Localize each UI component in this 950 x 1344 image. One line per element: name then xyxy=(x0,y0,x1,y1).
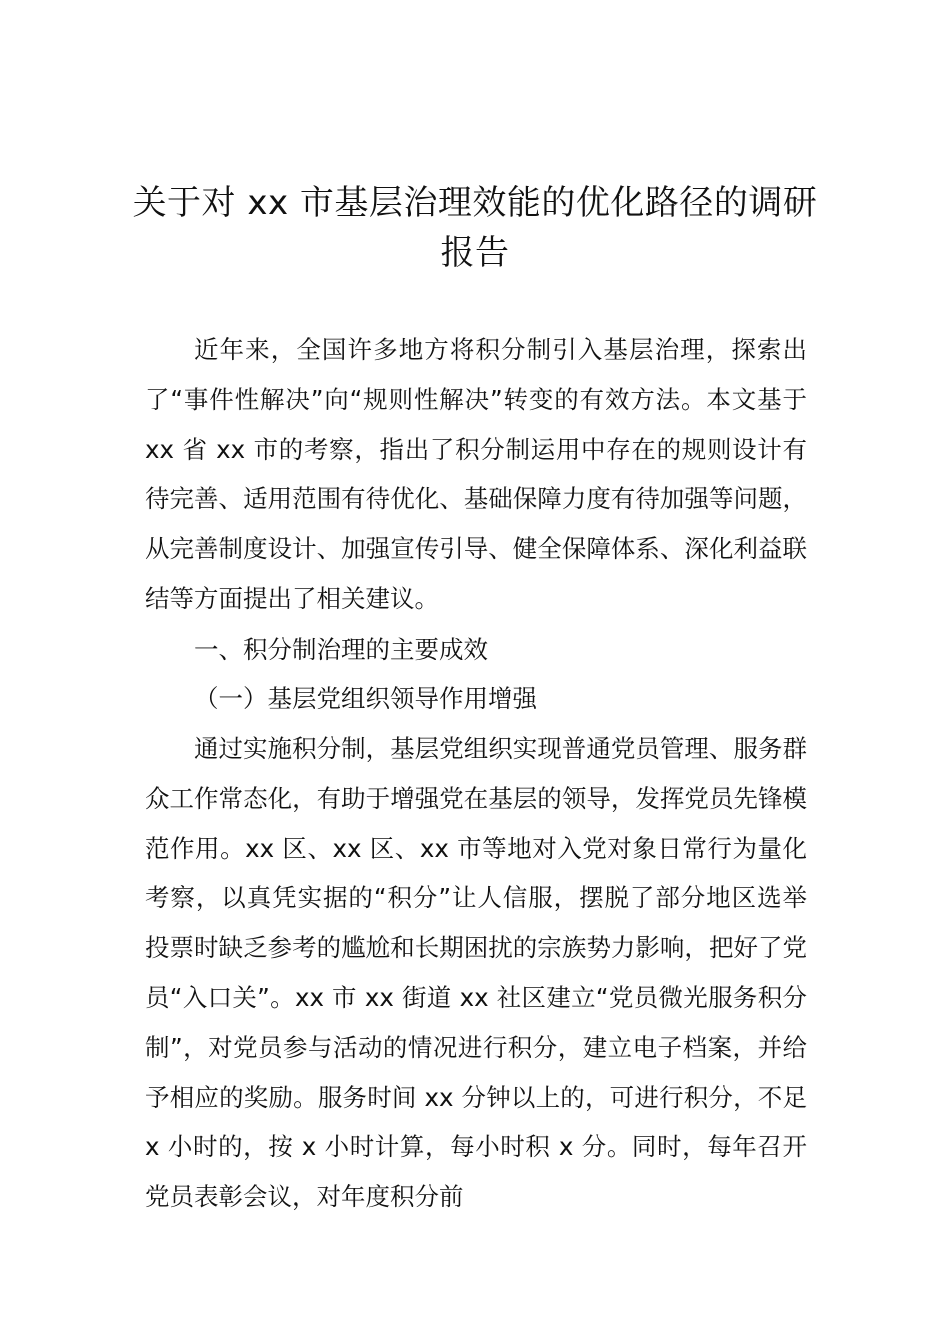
document-title: 关于对 xx 市基层治理效能的优化路径的调研报告 xyxy=(132,183,818,273)
subsection-heading: （一）基层党组织领导作用增强 xyxy=(194,684,537,713)
section-heading: 一、积分制治理的主要成效 xyxy=(194,635,488,664)
body-paragraph: 通过实施积分制，基层党组织实现普通党员管理、服务群众工作常态化，有助于增强党在基层的领导，发挥党员先锋模范作用。xx 区、xx 区、xx 市等地对入党对象日常行为量化考察，以真凭实据的“积分”让人信服，摆脱了部分地区选举投票时缺乏参考的尴尬和长期困扰的宗族势力影响，把好了党员“入口关”。xx 市 xx 街道 xx 社区建立“党员微光服务积分制”，对党员参与活动的情况进行积分，建立电子档案，并给予相应的奖励。服务时间 xx 分钟以上的，可进行积分，不足 x 小时的，按 x 小时计算，每小时积 x 分。同时，每年召开党员表彰会议，对年度积分前 xyxy=(145,734,807,1212)
intro-paragraph: 近年来，全国许多地方将积分制引入基层治理，探索出了“事件性解决”向“规则性解决”转变的有效方法。本文基于 xx 省 xx 市的考察，指出了积分制运用中存在的规则设计有待完善、适用范围有待优化、基础保障力度有待加强等问题，从完善制度设计、加强宣传引导、健全保障体系、深化利益联结等方面提出了相关建议。 xyxy=(145,335,807,613)
